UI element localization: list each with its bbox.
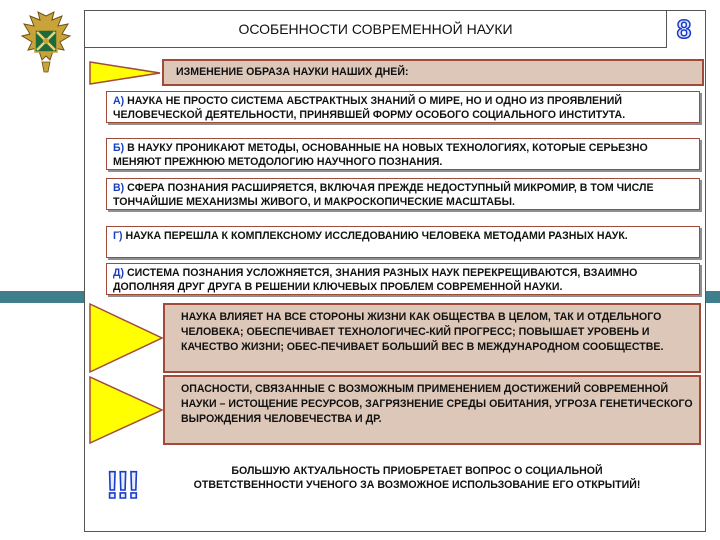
conclusion-text: БОЛЬШУЮ АКТУАЛЬНОСТЬ ПРИОБРЕТАЕТ ВОПРОС О СОЦИАЛЬНОЙ ОТВЕТСТВЕННОСТИ УЧЕНОГО ЗА ВОЗМОЖНОЕ ИСПОЛЬЗОВАНИЕ ЕГО ОТКРЫТИЙ! bbox=[193, 465, 641, 492]
state-emblem-icon bbox=[18, 10, 74, 74]
item-label: В) bbox=[113, 182, 125, 194]
list-item bbox=[106, 226, 700, 258]
item-label: Б) bbox=[113, 142, 125, 154]
item-text: НАУКА ПЕРЕШЛА К КОМПЛЕКСНОМУ ИССЛЕДОВАНИЮ ЧЕЛОВЕКА МЕТОДАМИ РАЗНЫХ НАУК. bbox=[125, 230, 628, 242]
list-item bbox=[106, 263, 700, 295]
item-text: НАУКА НЕ ПРОСТО СИСТЕМА АБСТРАКТНЫХ ЗНАНИЙ О МИРЕ, НО И ОДНО ИЗ ПРОЯВЛЕНИЙ ЧЕЛОВЕЧЕСКОЙ ДЕЯТЕЛЬНОСТИ, ПРИНЯВШЕЙ ФОРМУ ОСОБОГО СОЦИАЛЬНОГО ИНСТИТУТА. bbox=[113, 95, 626, 121]
section-heading-text: ИЗМЕНЕНИЕ ОБРАЗА НАУКИ НАШИХ ДНЕЙ: bbox=[176, 66, 409, 78]
item-label: Д) bbox=[113, 267, 125, 279]
arrow-right-icon bbox=[88, 60, 162, 86]
arrow-right-icon bbox=[88, 302, 164, 374]
item-label: А) bbox=[113, 95, 125, 107]
arrow-right-icon bbox=[88, 375, 164, 445]
influence-text: НАУКА ВЛИЯЕТ НА ВСЕ СТОРОНЫ ЖИЗНИ КАК ОБЩЕСТВА В ЦЕЛОМ, ТАК И ОТДЕЛЬНОГО ЧЕЛОВЕКА; ОБЕСПЕЧИВАЕТ ТЕХНОЛОГИЧЕС-КИЙ ПРОГРЕСС; ПОВЫШАЕТ УРОВЕНЬ И КАЧЕСТВО ЖИЗНИ; ОБЕС-ПЕЧИВАЕТ БОЛЬШИЙ ВЕС В МЕЖДУНАРОДНОМ СООБЩЕСТВЕ. bbox=[181, 311, 664, 354]
list-item bbox=[106, 178, 700, 210]
list-item bbox=[106, 138, 700, 170]
item-text: СИСТЕМА ПОЗНАНИЯ УСЛОЖНЯЕТСЯ, ЗНАНИЯ РАЗНЫХ НАУК ПЕРЕКРЕЩИВАЮТСЯ, ВЗАИМНО ДОПОЛНЯЯ ДРУГ ДРУГА В РЕШЕНИИ КЛЮЧЕВЫХ ПРОБЛЕМ СОВРЕМЕННОЙ НАУКИ. bbox=[113, 267, 638, 293]
section-heading bbox=[162, 59, 704, 86]
page-number: 8 bbox=[676, 13, 692, 44]
item-label: Г) bbox=[113, 230, 123, 242]
exclamation-icon: !!! bbox=[106, 464, 138, 507]
influence-block bbox=[163, 303, 701, 373]
list-item bbox=[106, 91, 700, 123]
page-title bbox=[84, 10, 667, 48]
dangers-text: ОПАСНОСТИ, СВЯЗАННЫЕ С ВОЗМОЖНЫМ ПРИМЕНЕНИЕМ ДОСТИЖЕНИЙ СОВРЕМЕННОЙ НАУКИ – ИСТОЩЕНИЕ РЕСУРСОВ, ЗАГРЯЗНЕНИЕ СРЕДЫ ОБИТАНИЯ, УГРОЗА ГЕНЕТИЧЕСКОГО ВЫРОЖДЕНИЯ ЧЕЛОВЕЧЕСТВА И ДР. bbox=[181, 383, 693, 426]
dangers-block bbox=[163, 375, 701, 445]
item-text: В НАУКУ ПРОНИКАЮТ МЕТОДЫ, ОСНОВАННЫЕ НА НОВЫХ ТЕХНОЛОГИЯХ, КОТОРЫЕ СЕРЬЕЗНО МЕНЯЮТ ПРЕЖНЮЮ МЕТОДОЛОГИЮ НАУЧНОГО ПОЗНАНИЯ. bbox=[113, 142, 648, 168]
item-text: СФЕРА ПОЗНАНИЯ РАСШИРЯЕТСЯ, ВКЛЮЧАЯ ПРЕЖДЕ НЕДОСТУПНЫЙ МИКРОМИР, В ТОМ ЧИСЛЕ ТОНЧАЙШИЕ МЕХАНИЗМЫ ЖИВОГО, И МАКРОСКОПИЧЕСКИЕ МАСШТАБЫ. bbox=[113, 182, 654, 208]
page-title-text: ОСОБЕННОСТИ СОВРЕМЕННОЙ НАУКИ bbox=[238, 21, 513, 37]
